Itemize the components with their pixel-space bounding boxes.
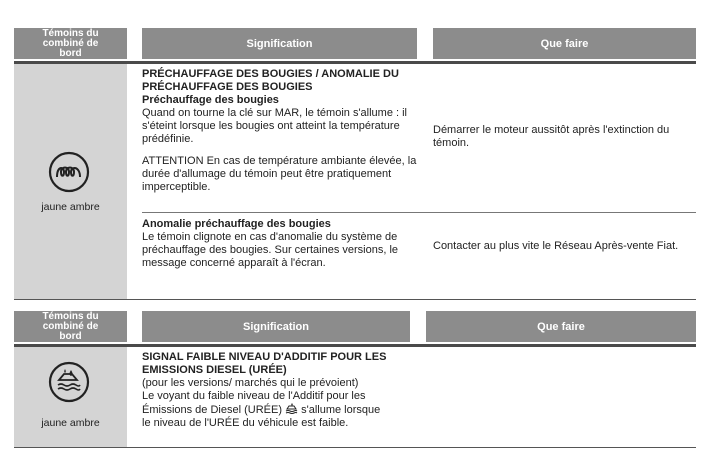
table-bottom-rule <box>14 299 696 300</box>
row-text-line: le niveau de l'URÉE du véhicule est faible. <box>142 417 349 429</box>
header-indicators: Témoins du combiné de bord <box>14 28 127 59</box>
row-fault-action: Contacter au plus vite le Réseau Après-vente Fiat. <box>433 240 679 252</box>
header-meaning: Signification <box>142 28 417 59</box>
row-text-line: Le voyant du faible niveau de l'Additif pour les <box>142 390 366 402</box>
row-text: Quand on tourne la clé sur MAR, le témoin s'allume : il s'éteint lorsque les bougies ont atteint la température prédéfinie. <box>142 107 407 145</box>
diesel-additive-inline-icon <box>285 403 298 414</box>
row-urea-meaning <box>142 351 410 430</box>
row-title: Anomalie préchauffage des bougies <box>142 218 331 230</box>
icon-color-label: jaune ambre <box>41 201 100 213</box>
row-preheating-meaning <box>142 68 417 194</box>
row-text-line <box>142 403 410 417</box>
row-fault-meaning <box>142 218 417 270</box>
table-bottom-rule <box>14 447 696 448</box>
header-action: Que faire <box>433 28 696 59</box>
row-title: PRÉCHAUFFAGE DES BOUGIES / ANOMALIE DU PRÉCHAUFFAGE DES BOUGIES <box>142 68 399 93</box>
diesel-additive-level-icon <box>47 360 91 404</box>
row-text-segment: s'allume lorsque <box>301 404 381 416</box>
row-preheating-action: Démarrer le moteur aussitôt après l'extinction du témoin. <box>433 124 670 149</box>
header-meaning: Signification <box>142 311 410 342</box>
row-text: Le témoin clignote en cas d'anomalie du système de préchauffage des bougies. Sur certaines versions, le message concerné apparaît à l'écran. <box>142 231 399 269</box>
row-title: SIGNAL FAIBLE NIVEAU D'ADDITIF POUR LES EMISSIONS DIESEL (URÉE) <box>142 351 387 376</box>
header-indicators: Témoins du combiné de bord <box>14 311 127 342</box>
row-warning-text: ATTENTION En cas de température ambiante élevée, la durée d'allumage du témoin peut être pratiquement imperceptible. <box>142 155 417 193</box>
row-text-segment: Émissions de Diesel (URÉE) <box>142 404 282 416</box>
icon-color-label: jaune ambre <box>41 417 100 429</box>
glow-plug-coil-icon <box>47 150 91 194</box>
header-action: Que faire <box>426 311 696 342</box>
row-divider <box>142 212 696 213</box>
row-subtitle: Préchauffage des bougies <box>142 94 279 106</box>
row-text-versions: (pour les versions/ marchés qui le prévoient) <box>142 377 359 389</box>
